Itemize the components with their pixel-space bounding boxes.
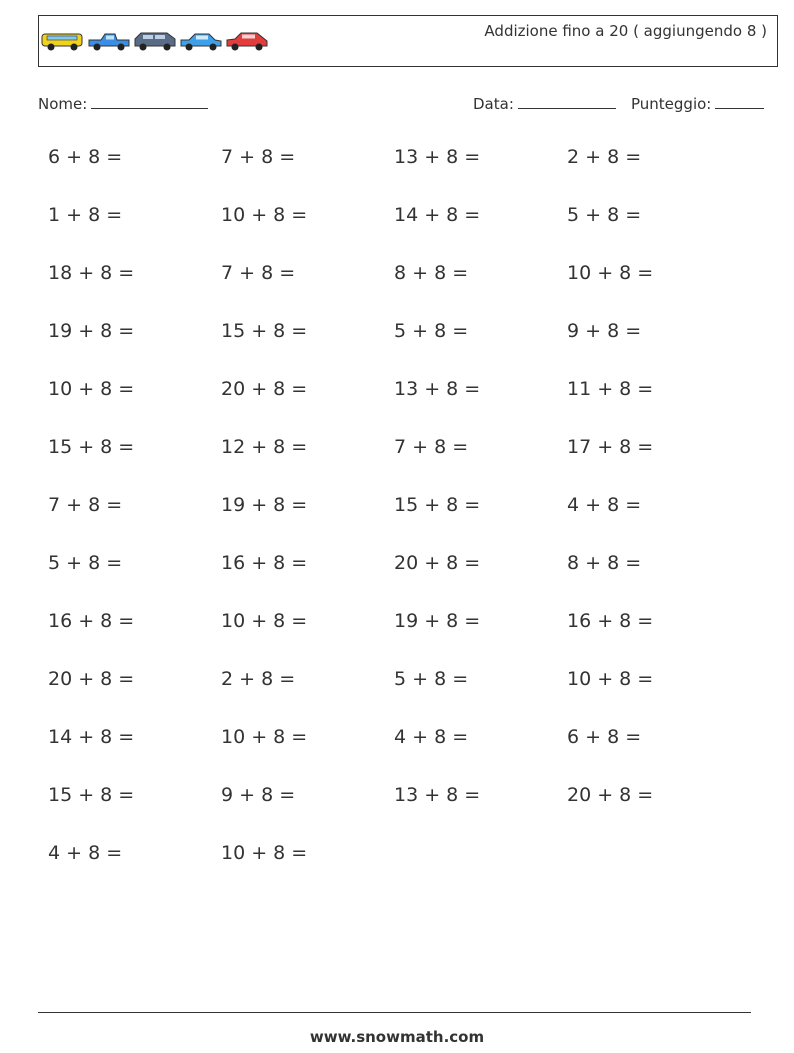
- car-strip: [41, 30, 269, 52]
- problem-item: 14 + 8 =: [48, 726, 135, 748]
- problem-item: 7 + 8 =: [221, 146, 296, 168]
- problem-item: 20 + 8 =: [48, 668, 135, 690]
- problem-item: 10 + 8 =: [221, 204, 308, 226]
- problem-item: 10 + 8 =: [567, 262, 654, 284]
- yellow-van-icon: [41, 30, 85, 52]
- date-label: Data:: [473, 95, 514, 113]
- problem-item: 15 + 8 =: [221, 320, 308, 342]
- problem-item: 19 + 8 =: [394, 610, 481, 632]
- problem-item: 12 + 8 =: [221, 436, 308, 458]
- problem-item: 15 + 8 =: [394, 494, 481, 516]
- problem-item: 6 + 8 =: [48, 146, 123, 168]
- problem-item: 8 + 8 =: [567, 552, 642, 574]
- problem-item: 5 + 8 =: [394, 320, 469, 342]
- red-hatchback-icon: [225, 30, 269, 52]
- problem-item: 2 + 8 =: [567, 146, 642, 168]
- problem-item: 19 + 8 =: [221, 494, 308, 516]
- blue-sedan-icon: [179, 30, 223, 52]
- score-label: Punteggio:: [631, 95, 712, 113]
- date-blank-line: [518, 94, 616, 109]
- problem-item: 16 + 8 =: [567, 610, 654, 632]
- problem-item: 8 + 8 =: [394, 262, 469, 284]
- problem-grid: [48, 146, 748, 866]
- problem-item: 15 + 8 =: [48, 784, 135, 806]
- worksheet-title: Addizione fino a 20 ( aggiungendo 8 ): [484, 22, 767, 40]
- score-field: [631, 94, 764, 113]
- problem-item: 10 + 8 =: [48, 378, 135, 400]
- problem-item: 16 + 8 =: [48, 610, 135, 632]
- problem-item: 13 + 8 =: [394, 784, 481, 806]
- problem-item: 2 + 8 =: [221, 668, 296, 690]
- problem-item: 4 + 8 =: [394, 726, 469, 748]
- problem-item: 20 + 8 =: [567, 784, 654, 806]
- footer-divider: [38, 1012, 751, 1013]
- problem-item: 20 + 8 =: [394, 552, 481, 574]
- footer-site: www.snowmath.com: [309, 1028, 485, 1046]
- problem-item: 13 + 8 =: [394, 378, 481, 400]
- problem-item: 11 + 8 =: [567, 378, 654, 400]
- problem-item: 20 + 8 =: [221, 378, 308, 400]
- name-field: [38, 94, 208, 113]
- problem-item: 18 + 8 =: [48, 262, 135, 284]
- problem-item: 9 + 8 =: [221, 784, 296, 806]
- problem-item: 7 + 8 =: [394, 436, 469, 458]
- problem-item: 6 + 8 =: [567, 726, 642, 748]
- problem-item: 4 + 8 =: [567, 494, 642, 516]
- problem-item: 15 + 8 =: [48, 436, 135, 458]
- score-blank-line: [715, 94, 764, 109]
- problem-item: 17 + 8 =: [567, 436, 654, 458]
- problem-item: 19 + 8 =: [48, 320, 135, 342]
- problem-item: 13 + 8 =: [394, 146, 481, 168]
- problem-item: 7 + 8 =: [48, 494, 123, 516]
- problem-item: 10 + 8 =: [221, 610, 308, 632]
- problem-item: 5 + 8 =: [48, 552, 123, 574]
- date-field: [473, 94, 616, 113]
- problem-item: 10 + 8 =: [567, 668, 654, 690]
- problem-item: 14 + 8 =: [394, 204, 481, 226]
- problem-item: 5 + 8 =: [394, 668, 469, 690]
- problem-item: 7 + 8 =: [221, 262, 296, 284]
- name-blank-line: [91, 94, 208, 109]
- problem-item: 10 + 8 =: [221, 842, 308, 864]
- problem-item: 4 + 8 =: [48, 842, 123, 864]
- blue-pickup-icon: [87, 30, 131, 52]
- problem-item: 16 + 8 =: [221, 552, 308, 574]
- gray-suv-icon: [133, 30, 177, 52]
- name-label: Nome:: [38, 95, 88, 113]
- problem-item: 10 + 8 =: [221, 726, 308, 748]
- problem-item: 1 + 8 =: [48, 204, 123, 226]
- problem-item: 9 + 8 =: [567, 320, 642, 342]
- header-box: [38, 15, 778, 67]
- problem-item: 5 + 8 =: [567, 204, 642, 226]
